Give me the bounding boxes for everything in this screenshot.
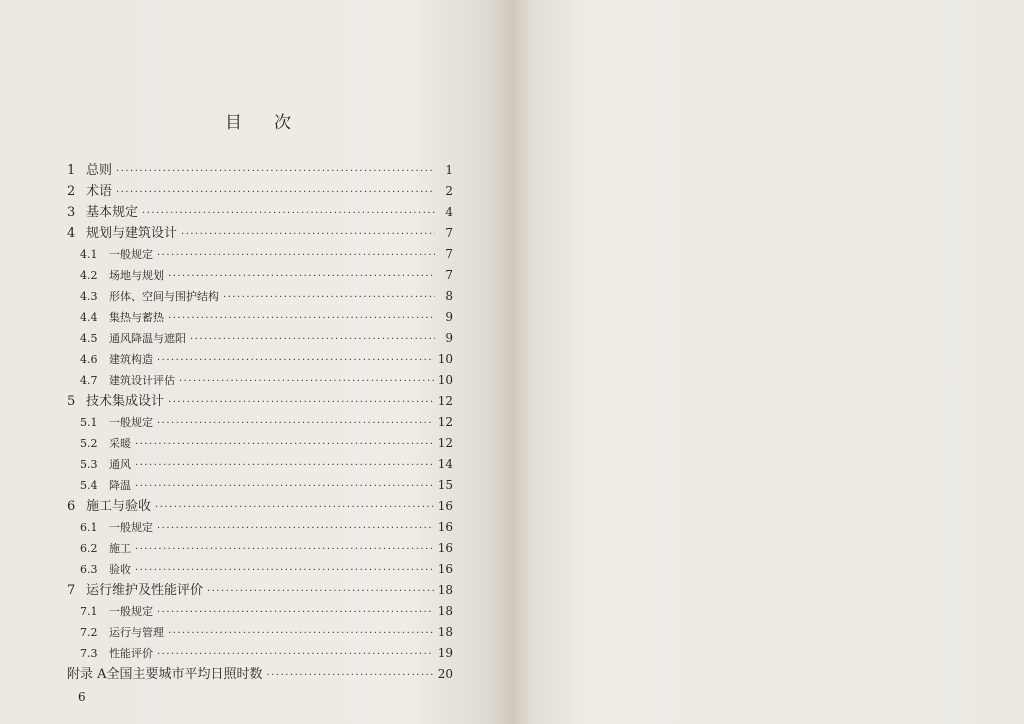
toc-entry	[67, 181, 453, 202]
toc-entry-page: 4	[445, 205, 453, 219]
toc-entry-title: 一般规定	[109, 521, 153, 534]
toc-entry	[67, 349, 453, 370]
toc-entry-number: 7.3	[80, 647, 98, 660]
dot-leader	[157, 245, 435, 266]
dot-leader	[267, 665, 434, 686]
toc-entry-number: 7.1	[80, 605, 98, 618]
dot-leader	[135, 560, 434, 581]
toc-entry-number: 4	[67, 226, 76, 241]
toc-entry-page: 10	[437, 352, 453, 366]
toc-entry	[67, 433, 453, 454]
toc-entry	[67, 307, 453, 328]
toc-entry	[67, 580, 453, 601]
toc-entry-number: 附录 A	[67, 667, 107, 682]
toc-entry	[67, 622, 453, 643]
toc-entry-page: 7	[445, 247, 453, 261]
toc-entry	[67, 559, 453, 580]
dot-leader	[135, 455, 434, 476]
toc-entry-number: 5.1	[80, 416, 98, 429]
dot-leader	[168, 308, 435, 329]
toc-entry-title: 运行维护及性能评价	[86, 583, 204, 598]
toc-entry	[67, 244, 453, 265]
toc-entry	[67, 601, 453, 622]
toc-entry-title: 基本规定	[86, 205, 139, 220]
dot-leader	[223, 287, 435, 308]
toc-entry-page: 16	[437, 520, 453, 534]
dot-leader	[157, 413, 434, 434]
dot-leader	[181, 224, 435, 245]
toc-entry-title: 一般规定	[109, 605, 153, 618]
toc-entry	[67, 496, 453, 517]
toc-entry	[67, 391, 453, 412]
toc-entry	[67, 412, 453, 433]
toc-entry-page: 8	[445, 289, 453, 303]
toc-entry-title: 集热与蓄热	[109, 311, 164, 324]
toc-entry-title: 术语	[86, 184, 113, 199]
toc-entry-page: 16	[437, 562, 453, 576]
toc-entry-title: 施工与验收	[86, 499, 152, 514]
toc-entry-page: 18	[437, 583, 453, 597]
toc-entry-number: 4.4	[80, 311, 98, 324]
toc-entry-title: 运行与管理	[109, 626, 164, 639]
toc-entry-number: 6.1	[80, 521, 98, 534]
toc-entry-number: 6.2	[80, 542, 98, 555]
toc-entry-number: 4.6	[80, 353, 98, 366]
toc-entry-page: 2	[445, 184, 453, 198]
dot-leader	[116, 161, 435, 182]
toc-entry-number: 7	[67, 583, 76, 598]
toc-entry-title: 一般规定	[109, 416, 153, 429]
toc-entry-page: 7	[445, 268, 453, 282]
toc-entry-title: 技术集成设计	[86, 394, 165, 409]
toc-entry-title: 通风	[109, 458, 131, 471]
dot-leader	[168, 266, 435, 287]
dot-leader	[179, 371, 434, 392]
dot-leader	[135, 476, 434, 497]
dot-leader	[116, 182, 435, 203]
toc-entry-page: 18	[437, 625, 453, 639]
dot-leader	[168, 623, 434, 644]
dot-leader	[142, 203, 435, 224]
toc-entry-title: 一般规定	[109, 248, 153, 261]
toc-entry	[67, 202, 453, 223]
dot-leader	[168, 392, 434, 413]
toc-entry-title: 形体、空间与围护结构	[109, 290, 219, 303]
dot-leader	[135, 539, 434, 560]
dot-leader	[157, 518, 434, 539]
toc-entry	[67, 160, 453, 181]
dot-leader	[207, 581, 434, 602]
toc-entry-title: 建筑设计评估	[109, 374, 175, 387]
toc-entry-page: 16	[437, 499, 453, 513]
toc-entry	[67, 265, 453, 286]
toc-entry-page: 9	[445, 310, 453, 324]
toc-entry-title: 通风降温与遮阳	[109, 332, 186, 345]
toc-entry-number: 6.3	[80, 563, 98, 576]
toc-entry	[67, 517, 453, 538]
toc-entry-page: 12	[437, 436, 453, 450]
toc-entry-title: 全国主要城市平均日照时数	[106, 667, 263, 682]
toc-entry-number: 4.5	[80, 332, 98, 345]
toc-entry-title: 总则	[86, 163, 113, 178]
toc-entry-number: 6	[67, 499, 76, 514]
contents-heading: 目 次	[225, 113, 293, 133]
toc-entry-number: 3	[67, 205, 76, 220]
toc-entry-page: 20	[437, 667, 453, 681]
toc-entry-page: 16	[437, 541, 453, 555]
toc-entry-page: 1	[445, 163, 453, 177]
toc-entry-number: 4.1	[80, 248, 98, 261]
toc-entry	[67, 538, 453, 559]
toc-entry-number: 5.4	[80, 479, 98, 492]
toc-entry-number: 5.2	[80, 437, 98, 450]
page-number-left: 6	[78, 690, 86, 704]
toc-entry-number: 2	[67, 184, 76, 199]
toc-entry-number: 5.3	[80, 458, 98, 471]
toc-entry-number: 1	[67, 163, 76, 178]
toc-entry-title: 场地与规划	[109, 269, 164, 282]
toc-entry-page: 7	[445, 226, 453, 240]
toc-entry-page: 18	[437, 604, 453, 618]
toc-entry	[67, 664, 453, 685]
toc-entry-title: 验收	[109, 563, 131, 576]
toc-entry-page: 15	[437, 478, 453, 492]
dot-leader	[190, 329, 435, 350]
toc-entry	[67, 223, 453, 244]
toc-entry-title: 建筑构造	[109, 353, 153, 366]
toc-entry	[67, 286, 453, 307]
toc-entry-number: 4.7	[80, 374, 98, 387]
toc-entry	[67, 454, 453, 475]
toc-entry-title: 降温	[109, 479, 131, 492]
dot-leader	[155, 497, 434, 518]
toc-entry	[67, 328, 453, 349]
toc-entry-title: 施工	[109, 542, 131, 555]
dot-leader	[157, 644, 434, 665]
dot-leader	[157, 602, 434, 623]
toc-entry-page: 10	[437, 373, 453, 387]
toc-entry	[67, 475, 453, 496]
dot-leader	[135, 434, 434, 455]
toc-entry-number: 7.2	[80, 626, 98, 639]
toc-entry-title: 采暖	[109, 437, 131, 450]
toc-entry-title: 规划与建筑设计	[86, 226, 178, 241]
toc-entry	[67, 370, 453, 391]
toc-entry-number: 4.2	[80, 269, 98, 282]
toc-entry-page: 14	[437, 457, 453, 471]
toc-entry-page: 12	[437, 394, 453, 408]
toc-entry-page: 12	[437, 415, 453, 429]
toc-entry-number: 4.3	[80, 290, 98, 303]
right-page	[512, 0, 1024, 724]
toc-entry-page: 9	[445, 331, 453, 345]
dot-leader	[157, 350, 434, 371]
toc-entry-page: 19	[437, 646, 453, 660]
toc-entry-title: 性能评价	[109, 647, 153, 660]
toc-left	[67, 160, 453, 685]
toc-entry-number: 5	[67, 394, 76, 409]
toc-entry	[67, 643, 453, 664]
